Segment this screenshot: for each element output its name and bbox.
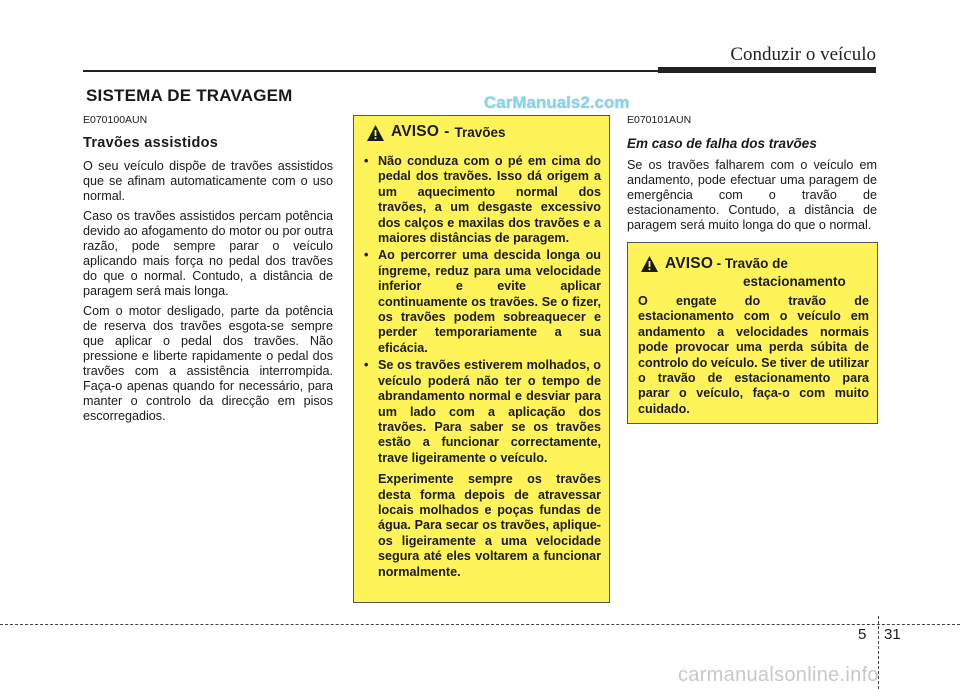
section-code: E070100AUN <box>83 114 148 126</box>
warning-box-brakes <box>353 115 610 603</box>
chapter-number: 5 <box>858 626 867 643</box>
footer-rule <box>0 624 960 625</box>
watermark-carmanuals: CarManuals2.com <box>484 93 630 112</box>
subheading-power-brakes: Travões assistidos <box>83 135 219 151</box>
paragraph: Com o motor desligado, parte da potência de reserva dos travões esgota-se sempre que aplicar o pedal dos travões. Não pressione e liberte rapidamente o pedal dos travões com a assistência interrompida. Faça-o apenas quando for necessário, para manter o controlo da direcção em pisos escorregadios. <box>83 304 333 423</box>
list-item: • Se os travões estiverem molhados, o veículo poderá não ter o tempo de abrandamento normal e desviar para um lado com a aplicação dos travões. Para saber se os travões estão a funcionar correctamente, trave ligeiramente o veículo. <box>364 358 601 466</box>
warning-box-parking-brake <box>627 242 878 424</box>
warning-subtitle: Travões <box>454 125 506 140</box>
warning-extra-paragraph: Experimente sempre os travões desta forma depois de atravessar locais molhados e poças fundas de água. Para secar os travões, aplique-os ligeiramente a uma velocidade segura até eles voltarem a funcionar normalmente. <box>378 472 601 579</box>
warning-subtitle-line2: estacionamento <box>743 274 846 289</box>
warning-header <box>354 116 609 154</box>
warning-word: AVISO <box>391 123 440 140</box>
warning-body: O engate do travão de estacionamento com o veículo em andamento a velocidades normais pode provocar uma perda súbita de controlo do veículo. Se tiver de utilizar o travão de estacionamento para parar o veículo, faça-o com muito cuidado. <box>638 294 869 416</box>
page-number: 31 <box>884 626 901 643</box>
list-item: • Não conduza com o pé em cima do pedal dos travões. Isso dá origem a um aquecimento normal dos travões, a um desgaste excessivo dos calços e maxilas dos travões e a maiores distâncias de paragem. <box>364 154 601 246</box>
subheading-brake-failure: Em caso de falha dos travões <box>627 136 817 151</box>
warning-subtitle: - Travão de <box>716 256 788 271</box>
warning-triangle-icon <box>366 124 385 142</box>
warning-triangle-icon <box>640 255 659 273</box>
section-title: SISTEMA DE TRAVAGEM <box>86 86 293 105</box>
paragraph: O seu veículo dispõe de travões assistidos que se afinam automaticamente com o uso normal. <box>83 159 333 203</box>
section-code: E070101AUN <box>627 114 692 126</box>
list-item: • Ao percorrer uma descida longa ou íngreme, reduz para uma velocidade inferior e evite aplicar continuamente os travões. Se o fizer, os travões podem sobreaquecer e perder temporariamente a sua eficácia. <box>364 248 601 356</box>
paragraph: Se os travões falharem com o veículo em andamento, pode efectuar uma paragem de emergência com o travão de estacionamento. Contudo, a distância de paragem será muito longa do que o normal. <box>627 158 877 232</box>
warning-header <box>628 243 877 290</box>
watermark-site: carmanualsonline.info <box>678 664 879 686</box>
header-rule-thick <box>658 67 876 73</box>
warning-dash: - <box>444 123 450 140</box>
warning-word: AVISO <box>665 255 714 272</box>
chapter-title: Conduzir o veículo <box>730 44 876 65</box>
left-column <box>83 113 333 429</box>
paragraph: Caso os travões assistidos percam potência devido ao afogamento do motor ou por outra razão, pode sempre parar o veículo aplicando mais força no pedal dos travões do que o normal. Contudo, a distância de paragem será mais longa. <box>83 209 333 298</box>
warning-heading <box>665 255 846 290</box>
warning-bullets <box>354 154 609 466</box>
right-column <box>627 113 877 238</box>
